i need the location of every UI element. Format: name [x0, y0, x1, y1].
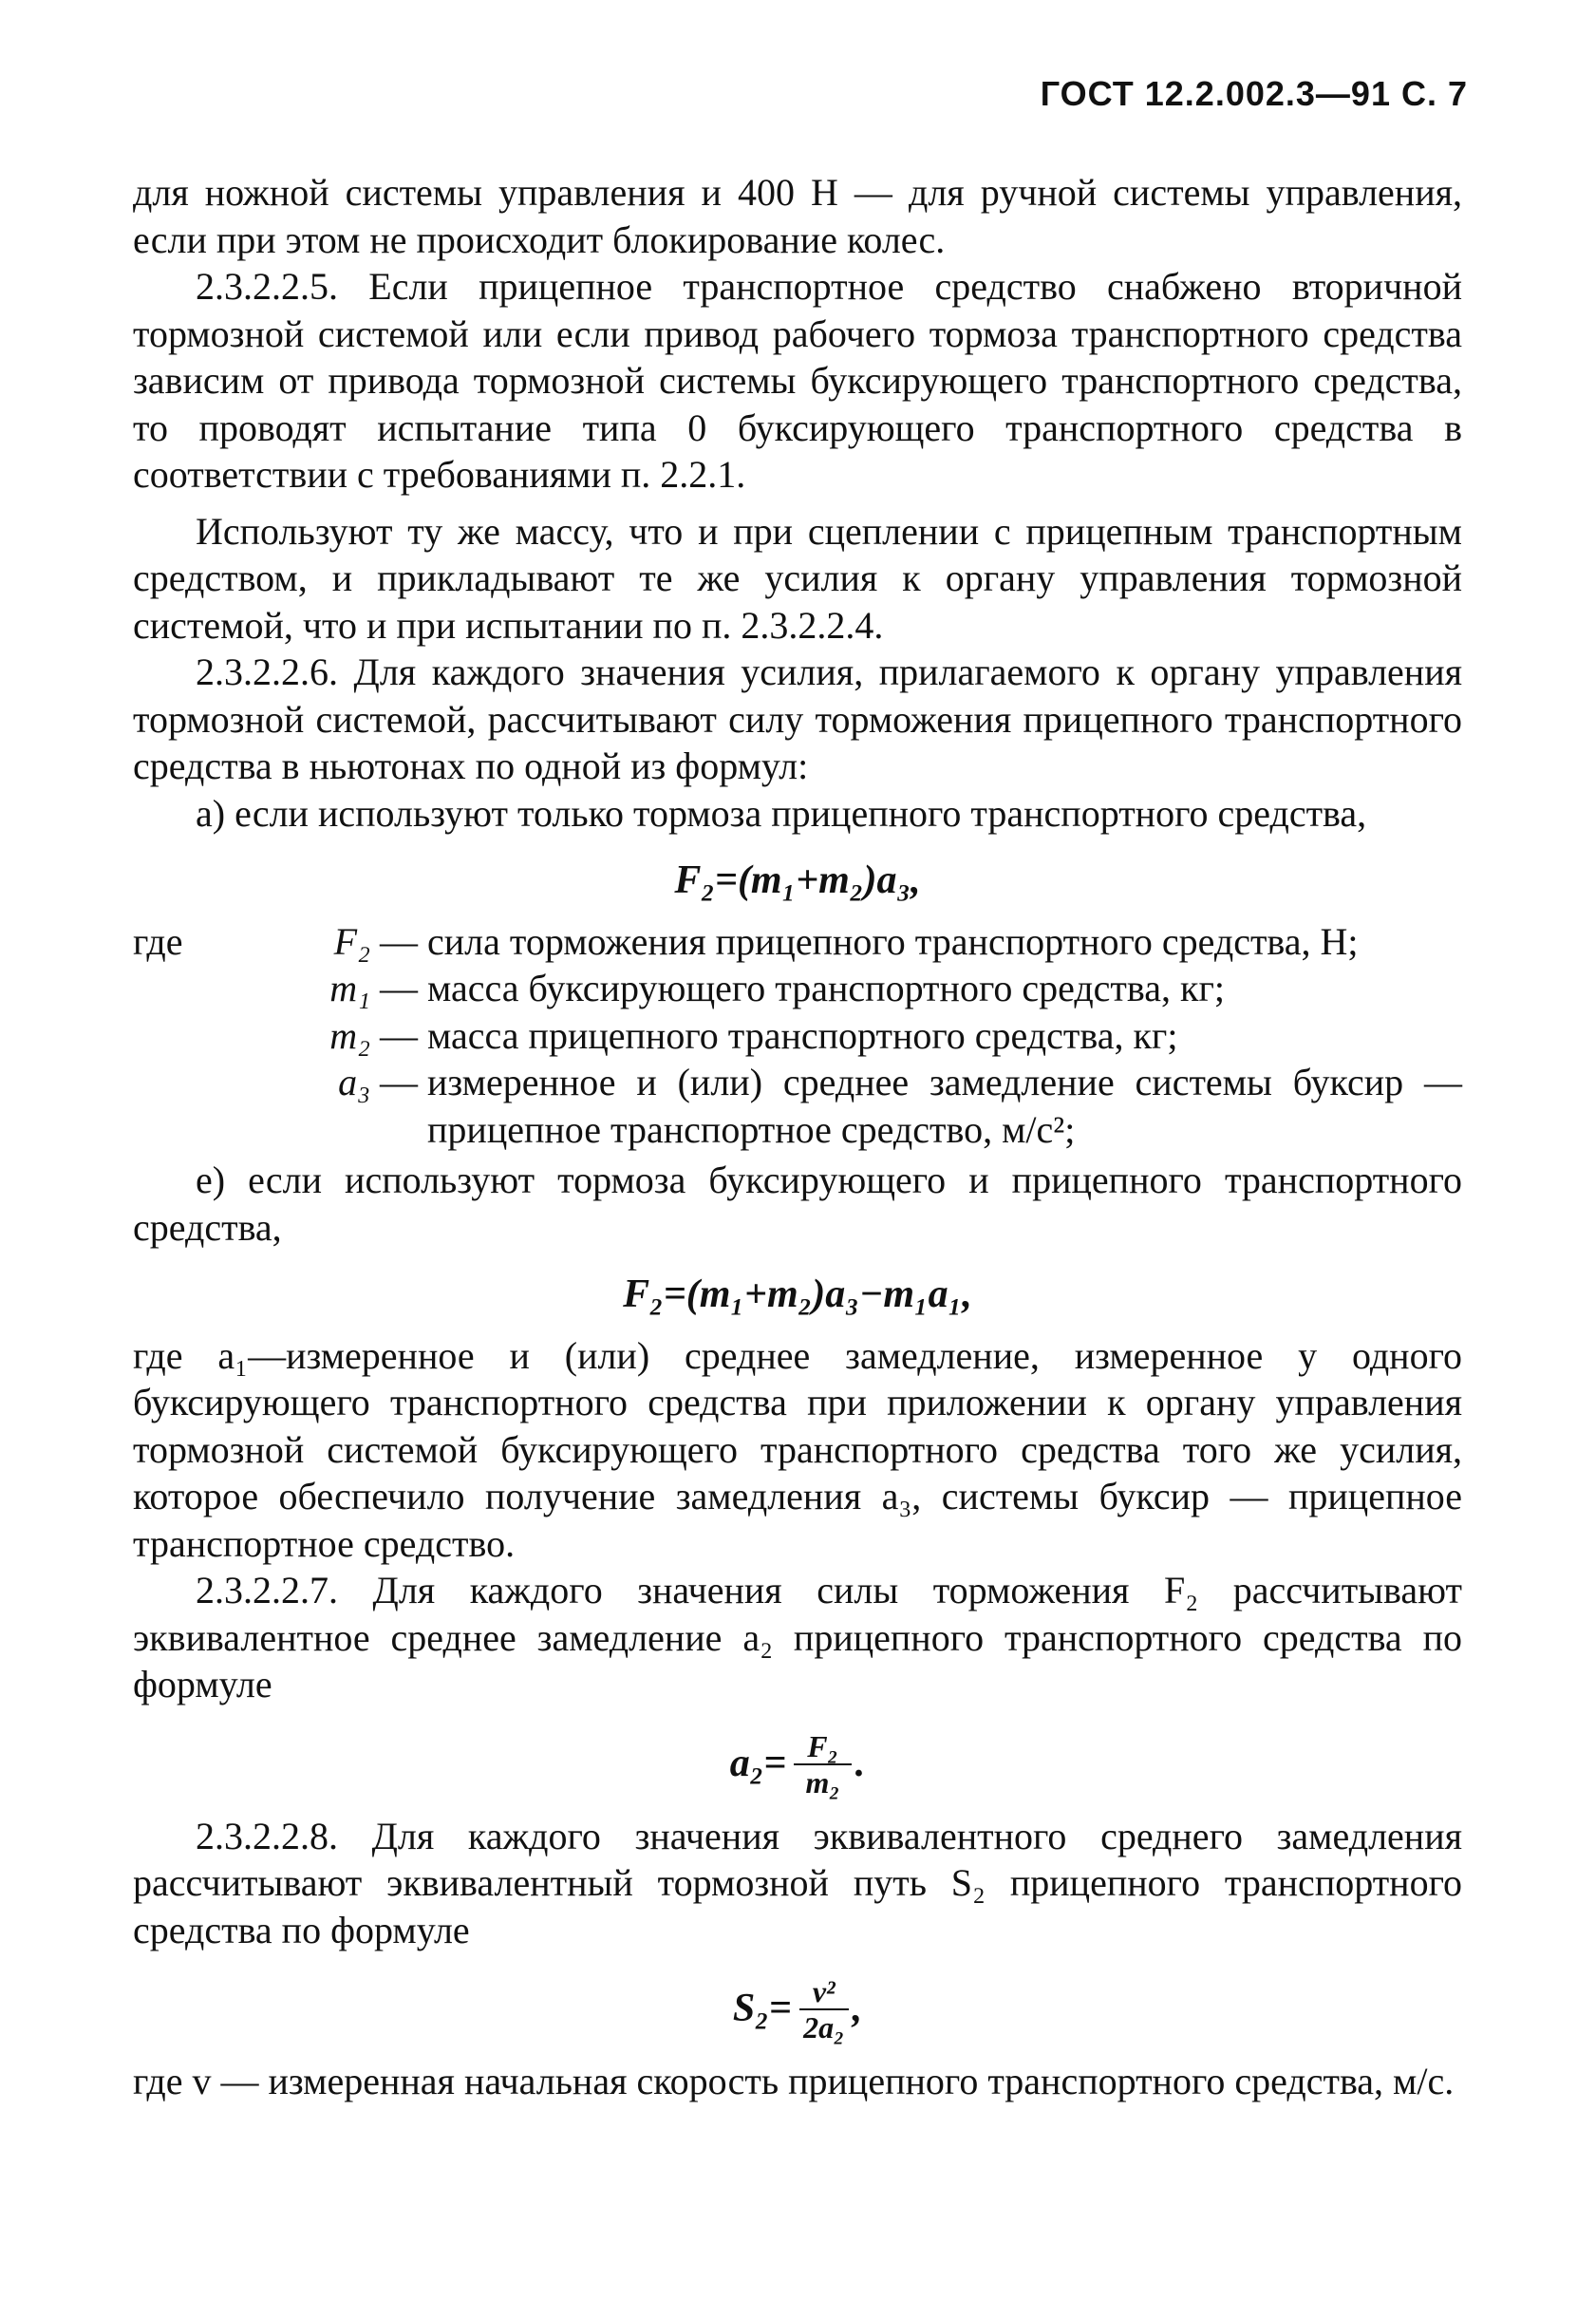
definition-text: масса буксирующего транспортного средства, кг;	[427, 967, 1225, 1009]
definition-prefix: где	[133, 919, 183, 963]
definition-row	[133, 1059, 1462, 1153]
definition-text: измеренное и (или) среднее замедление системы буксир — прицепное транспортное средство, м/с²;	[427, 1061, 1462, 1151]
formula-tail: ,	[852, 1987, 863, 2031]
document-body	[133, 169, 1462, 2105]
paragraph-2-3-2-2-8: 2.3.2.2.8. Для каждого значения эквивалентного среднего замедления рассчитывают эквивалентный тормозной путь S₂ прицепного транспортного средства по формуле	[133, 1814, 1462, 1951]
definition-dash: —	[380, 967, 418, 1009]
definition-symbol: m₂	[329, 1013, 370, 1057]
formula-numerator: v²	[799, 1974, 849, 2010]
definition-row	[133, 918, 1462, 966]
formula-numerator: F₂	[794, 1729, 852, 1765]
definition-dash: —	[380, 1061, 418, 1103]
definition-row	[133, 1012, 1462, 1060]
formula-a2	[133, 1729, 1462, 1800]
formula-tail: .	[854, 1741, 866, 1785]
formula-s2	[133, 1974, 1462, 2045]
definition-symbol: F₂	[333, 919, 370, 963]
formula-denominator: m₂	[805, 1764, 840, 1800]
definition-symbol: m₁	[329, 967, 370, 1009]
definition-row	[133, 965, 1462, 1012]
paragraph-continuation: для ножной системы управления и 400 Н — для ручной системы управления, если при этом не происходит блокирование колес.	[133, 171, 1462, 261]
paragraph-2-3-2-2-5: 2.3.2.2.5. Если прицепное транспортное средство снабжено вторичной тормозной системой или если привод рабочего тормоза транспортного средства зависим от привода тормозной системы буксирующего транспортного средства, то проводят испытание типа 0 буксирующего транспортного средства в соответствии с требованиями п. 2.2.1.	[133, 265, 1462, 496]
formula-f2-case-a: F₂=(m₁+m₂)a₃,	[674, 858, 921, 902]
definition-dash: —	[380, 919, 418, 963]
definition-symbol: a₃	[338, 1061, 370, 1103]
formula-lhs: a₂=	[729, 1741, 787, 1785]
formula-denominator: 2a₂	[803, 2010, 845, 2045]
paragraph-a1-definition: где a₁—измеренное и (или) среднее замедление, измеренное у одного буксирующего транспортного средства при приложении к органу управления тормозной системой буксирующего транспортного средства того же усилия, которое обеспечило получение замедления a₃, системы буксир — прицепное транспортное средство.	[133, 1333, 1462, 1565]
paragraph-case-a: а) если используют только тормоза прицепного транспортного средства,	[196, 791, 1367, 835]
formula-lhs: S₂=	[732, 1987, 792, 2031]
definition-dash: —	[380, 1013, 418, 1057]
symbol-definitions	[133, 918, 1462, 1154]
formula-f2-case-e: F₂=(m₁+m₂)a₃−m₁a₁,	[623, 1272, 972, 1316]
paragraph-v-definition: где v — измеренная начальная скорость прицепного транспортного средства, м/с.	[133, 2060, 1455, 2102]
paragraph-case-e: е) если используют тормоза буксирующего и прицепного транспортного средства,	[133, 1159, 1462, 1249]
paragraph-same-mass: Используют ту же массу, что и при сцеплении с прицепным транспортным средством, и прикладывают те же усилия к органу управления тормозной системой, что и при испытании по п. 2.3.2.2.4.	[133, 509, 1462, 647]
definition-text: масса прицепного транспортного средства, кг;	[427, 1013, 1178, 1057]
paragraph-2-3-2-2-7: 2.3.2.2.7. Для каждого значения силы торможения F₂ рассчитывают эквивалентное среднее замедление a₂ прицепного транспортного средства по формуле	[133, 1569, 1462, 1705]
definition-text: сила торможения прицепного транспортного средства, Н;	[427, 919, 1359, 963]
page-header: ГОСТ 12.2.002.3—91 С. 7	[1040, 74, 1468, 113]
paragraph-2-3-2-2-6: 2.3.2.2.6. Для каждого значения усилия, прилагаемого к органу управления тормозной системой, рассчитывают силу торможения прицепного транспортного средства в ньютонах по одной из формул:	[133, 650, 1462, 787]
